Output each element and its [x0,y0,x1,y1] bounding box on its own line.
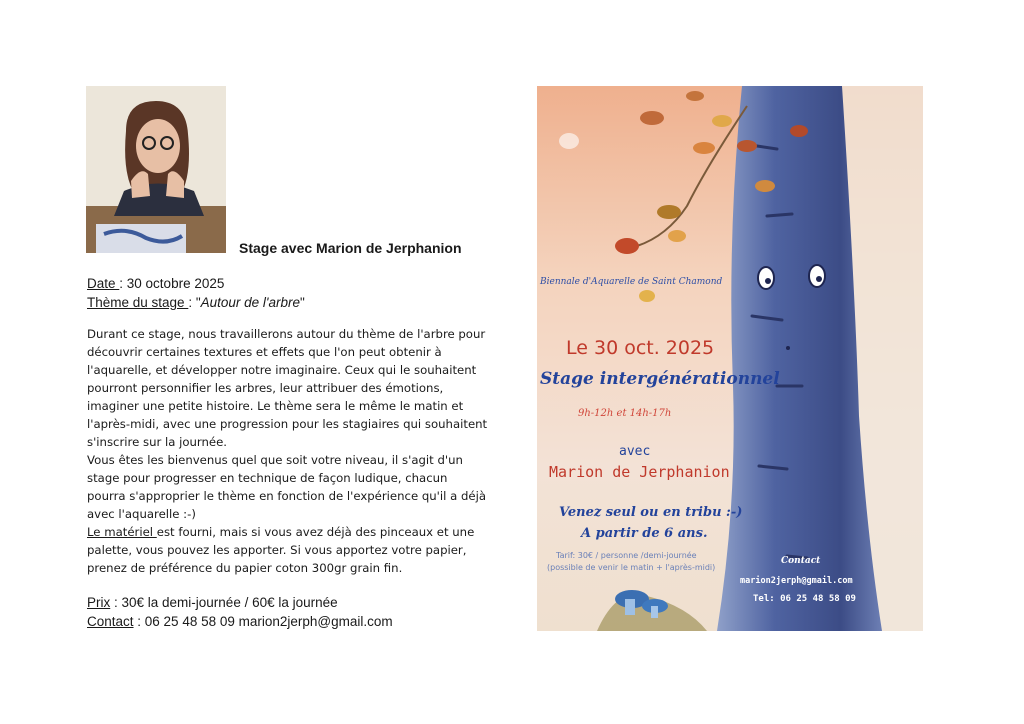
contact-label: Contact [87,614,134,629]
desc-line: palette, vous pouvez les apporter. Si vous apportez votre papier, [87,543,467,557]
desc-line: découvrir certaines textures et effets que l'on peut obtenir à [87,345,442,359]
desc-line: l'aquarelle, et développer notre imaginaire. Ceux qui le souhaitent [87,363,477,377]
watercolor-poster [537,86,923,631]
poster-possible: (possible de venir le matin + l'après-midi) [547,563,716,572]
desc-line: Durant ce stage, nous travaillerons autour du thème de l'arbre pour [87,327,486,341]
poster-hours: 9h-12h et 14h-17h [578,408,672,419]
poster-avec: avec [619,444,651,459]
poster-venez: Venez seul ou en tribu :-) [559,505,743,520]
desc-line: s'inscrire sur la journée. [87,435,228,449]
desc-line: Vous êtes les bienvenus quel que soit votre niveau, il s'agit d'un [87,453,463,467]
contact-line [87,612,393,631]
poster-tel: Tel: 06 25 48 58 09 [753,594,856,604]
materiel-label: Le matériel [87,525,157,539]
poster-tarif: Tarif: 30€ / personne /demi-journée [556,551,697,560]
date-value: : 30 octobre 2025 [119,276,225,291]
poster-name: Marion de Jerphanion [549,463,730,481]
poster-age: A partir de 6 ans. [581,526,708,541]
contact-value: : 06 25 48 58 09 marion2jerph@gmail.com [133,614,393,629]
prix-label: Prix [87,595,111,610]
meta-block [87,274,305,312]
poster-biennale: Biennale d'Aquarelle de Saint Chamond [540,277,723,287]
date-line [87,274,305,293]
date-label: Date [87,276,120,291]
theme-prefix: : " [188,295,201,310]
desc-line: avec l'aquarelle :-) [87,507,196,521]
desc-line: l'après-midi, avec une progression pour les stagiaires qui souhaitent [87,417,488,431]
materiel-rest: est fourni, mais si vous avez déjà des pinceaux et une [156,525,475,539]
desc-line: stage pour progresser en technique de façon ludique, chacun [87,471,448,485]
desc-line: prenez de préférence du papier coton 300gr grain fin. [87,561,403,575]
theme-value: Autour de l'arbre [200,295,300,310]
footer-info [87,593,393,631]
materiel-line [87,523,507,541]
desc-line: pourra s'approprier le thème en fonction de l'expérience qu'il a déjà [87,489,487,503]
prix-value: : 30€ la demi-journée / 60€ la journée [110,595,338,610]
theme-line [87,293,305,312]
theme-label: Thème du stage [87,295,189,310]
prix-line [87,593,393,612]
desc-line: pourront personnifier les arbres, leur attribuer des émotions, [87,381,444,395]
poster-stage: Stage intergénérationnel [540,369,780,389]
description [87,325,507,577]
poster-email: marion2jerph@gmail.com [740,576,853,586]
theme-suffix: " [300,295,305,310]
poster-contact-label: Contact [781,556,821,566]
poster-date: Le 30 oct. 2025 [566,337,715,359]
artist-photo [86,86,226,253]
stage-title: Stage avec Marion de Jerphanion [239,240,462,256]
desc-line: imaginer une petite histoire. Le thème sera le même le matin et [87,399,464,413]
